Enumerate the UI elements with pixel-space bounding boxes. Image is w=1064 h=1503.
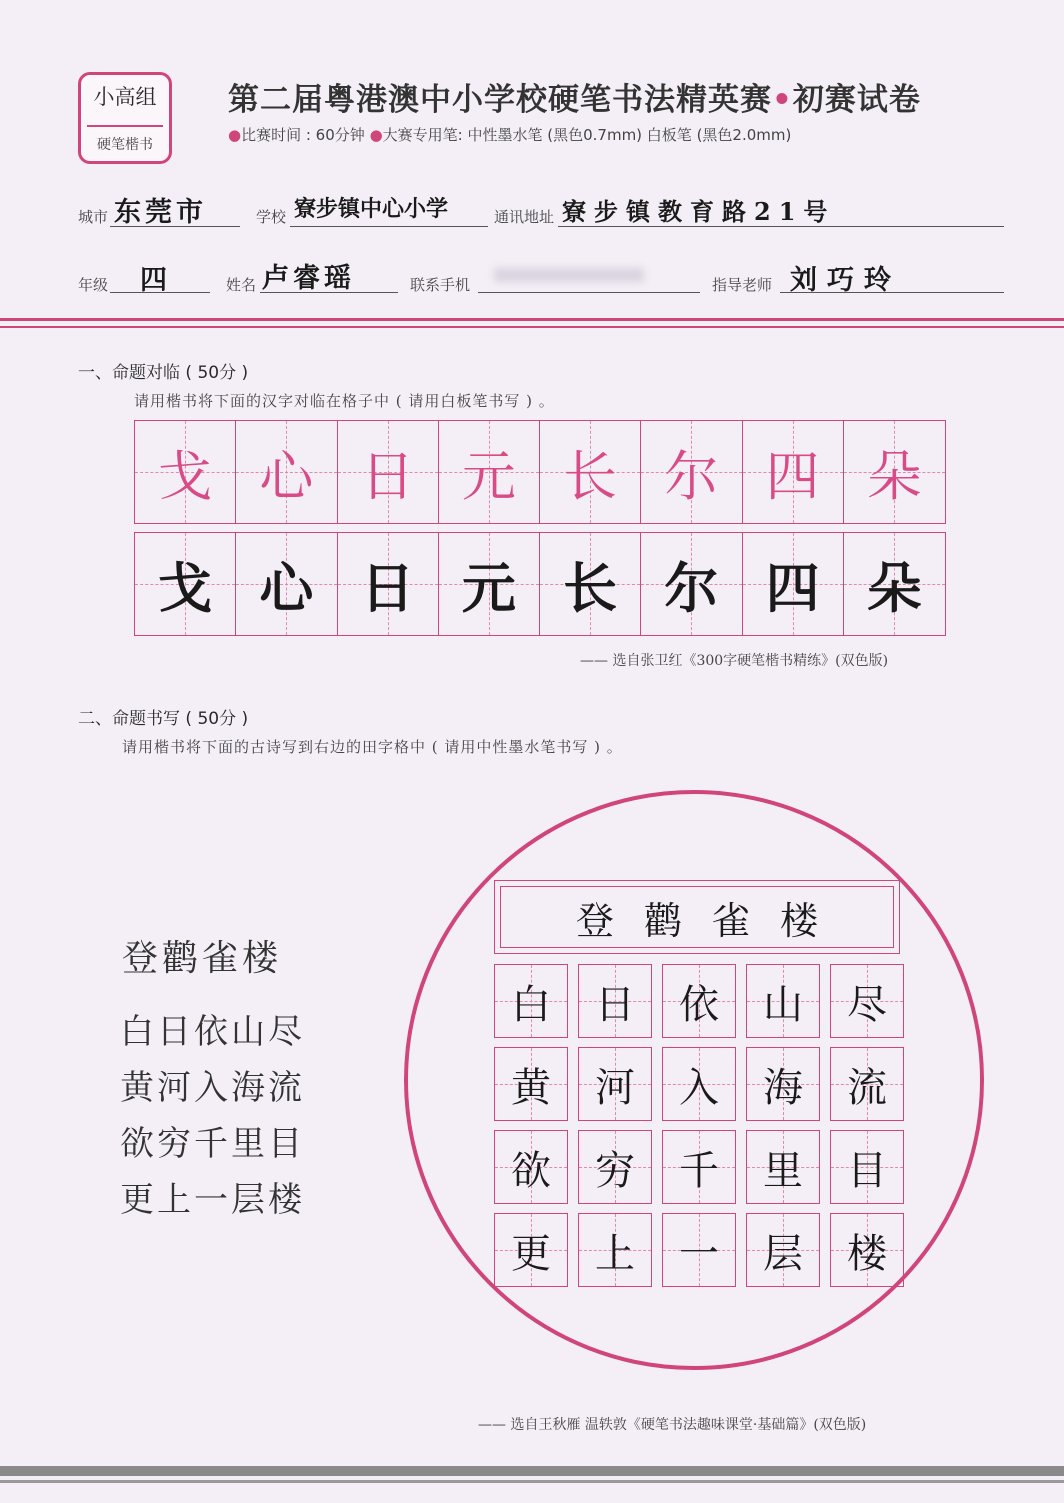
model-char: 长 [563,444,618,508]
section2-heading: 二、命题书写 ( 50分 ) [78,709,249,729]
badge-group-label: 小高组 [93,85,157,109]
model-cell [135,421,236,523]
copy-cell[interactable] [540,533,641,635]
written-char: 层 [763,1230,803,1277]
grid-cell[interactable] [830,1213,904,1287]
copy-char: 四 [765,555,820,620]
city-field[interactable]: 东莞市 [114,197,207,228]
model-cell [236,421,337,523]
model-char: 四 [765,444,820,508]
grid-cell[interactable] [746,1213,820,1287]
copy-grid[interactable] [134,532,946,636]
grid-cell[interactable] [662,1213,736,1287]
teacher-label: 指导老师 [712,276,773,294]
grid-cell[interactable] [578,1213,652,1287]
grid-cell[interactable] [746,1130,820,1204]
written-char: 里 [763,1147,803,1194]
written-char: 楼 [847,1230,887,1277]
grid-cell[interactable] [494,1213,568,1287]
footer-bar [0,1466,1064,1476]
model-cell [743,421,844,523]
address-field[interactable]: 寮步镇教育路21号 [562,197,836,226]
footer-bar-thin [0,1480,1064,1483]
section1-credit: —— 选自张卫红《300字硬笔楷书精练》(双色版) [580,653,889,669]
title-dot: • [772,82,793,118]
grid-cell[interactable] [830,1047,904,1121]
grid-cell[interactable] [578,964,652,1038]
model-char: 戈 [158,444,213,508]
model-char: 日 [360,444,415,508]
address-label: 通讯地址 [494,208,555,226]
written-char: 海 [763,1064,803,1111]
written-char: 千 [679,1147,719,1194]
written-char: 更 [511,1230,551,1277]
poem-line: 欲穷千里目 [120,1124,305,1164]
written-char: 日 [595,981,635,1028]
copy-char: 元 [461,555,516,620]
name-label: 姓名 [226,276,257,294]
section1-instruction: 请用楷书将下面的汉字对临在格子中 ( 请用白板笔书写 ) 。 [134,392,555,410]
teacher-field[interactable]: 刘巧玲 [790,265,901,296]
title-tail: 初赛试卷 [792,82,921,118]
written-char: 尽 [847,981,887,1028]
copy-cell[interactable] [743,533,844,635]
copy-cell[interactable] [135,533,236,635]
badge-style-label: 硬笔楷书 [87,125,163,154]
model-grid [134,420,946,524]
poem-title: 登鹳雀楼 [122,938,283,979]
model-char: 尔 [664,444,719,508]
copy-char: 戈 [158,555,213,620]
written-title: 登鹳雀楼 [500,886,894,948]
model-char: 元 [461,444,516,508]
exam-time: 比赛时间 : 60分钟 [241,126,365,144]
copy-char: 长 [563,555,618,620]
model-char: 心 [259,444,314,508]
school-field[interactable]: 寮步镇中心小学 [294,196,449,222]
copy-char: 尔 [664,555,719,620]
written-char: 穷 [595,1147,635,1194]
model-char: 朵 [867,444,922,508]
written-char: 入 [679,1064,719,1111]
copy-cell[interactable] [236,533,337,635]
grid-cell[interactable] [662,964,736,1038]
page-title [228,74,921,119]
poem-line: 白日依山尽 [120,1012,305,1052]
grid-cell[interactable] [494,1130,568,1204]
written-char: 黄 [511,1064,551,1111]
grid-cell[interactable] [662,1130,736,1204]
city-label: 城市 [78,208,109,226]
grid-cell[interactable] [494,964,568,1038]
grid-cell[interactable] [578,1130,652,1204]
written-char: 山 [763,981,803,1028]
model-cell [439,421,540,523]
model-cell [338,421,439,523]
grid-cell[interactable] [494,1047,568,1121]
copy-char: 心 [259,555,314,620]
section1-heading: 一、命题对临 ( 50分 ) [78,363,249,383]
copy-cell[interactable] [439,533,540,635]
section2-instruction: 请用楷书将下面的古诗写到右边的田字格中 ( 请用中性墨水笔书写 ) 。 [122,738,623,756]
phone-line [478,292,700,293]
title-main: 第二届粤港澳中小学校硬笔书法精英赛 [228,82,772,118]
header-divider-thin [0,326,1064,328]
written-char: 目 [847,1147,887,1194]
group-badge [78,72,172,164]
written-char: 白 [511,981,551,1028]
copy-cell[interactable] [641,533,742,635]
exam-pens: 大赛专用笔: 中性墨水笔 (黑色0.7mm) 白板笔 (黑色2.0mm) [382,126,792,144]
phone-label: 联系手机 [410,276,471,294]
poem-writing-grid[interactable] [494,964,904,1287]
header-divider [0,318,1064,321]
section2-credit: —— 选自王秋雁 温轶敦《硬笔书法趣味课堂·基础篇》(双色版) [478,1417,867,1433]
grid-cell[interactable] [830,964,904,1038]
copy-cell[interactable] [844,533,945,635]
school-label: 学校 [256,208,287,226]
grid-cell[interactable] [578,1047,652,1121]
written-title-box[interactable] [494,880,900,954]
redacted-phone[interactable] [494,268,644,282]
grid-cell[interactable] [746,1047,820,1121]
model-cell [641,421,742,523]
bullet-icon: ● [228,126,242,144]
written-char: 依 [679,981,719,1028]
grid-cell[interactable] [830,1130,904,1204]
bullet-icon: ● [369,126,383,144]
grid-cell[interactable] [662,1047,736,1121]
copy-char: 朵 [867,555,922,620]
model-cell [540,421,641,523]
written-char: 一 [679,1230,719,1277]
written-char: 河 [595,1064,635,1111]
poem-line: 黄河入海流 [120,1068,305,1108]
grid-cell[interactable] [746,964,820,1038]
written-char: 欲 [511,1147,551,1194]
name-field[interactable]: 卢睿瑶 [262,263,355,294]
grade-field[interactable]: 四 [140,265,171,296]
model-cell [844,421,945,523]
poem-line: 更上一层楼 [120,1180,305,1220]
written-char: 上 [595,1230,635,1277]
copy-char: 日 [360,555,415,620]
school-line [290,226,488,227]
exam-info-line [228,124,791,145]
copy-cell[interactable] [338,533,439,635]
written-char: 流 [847,1064,887,1111]
grade-label: 年级 [78,276,109,294]
